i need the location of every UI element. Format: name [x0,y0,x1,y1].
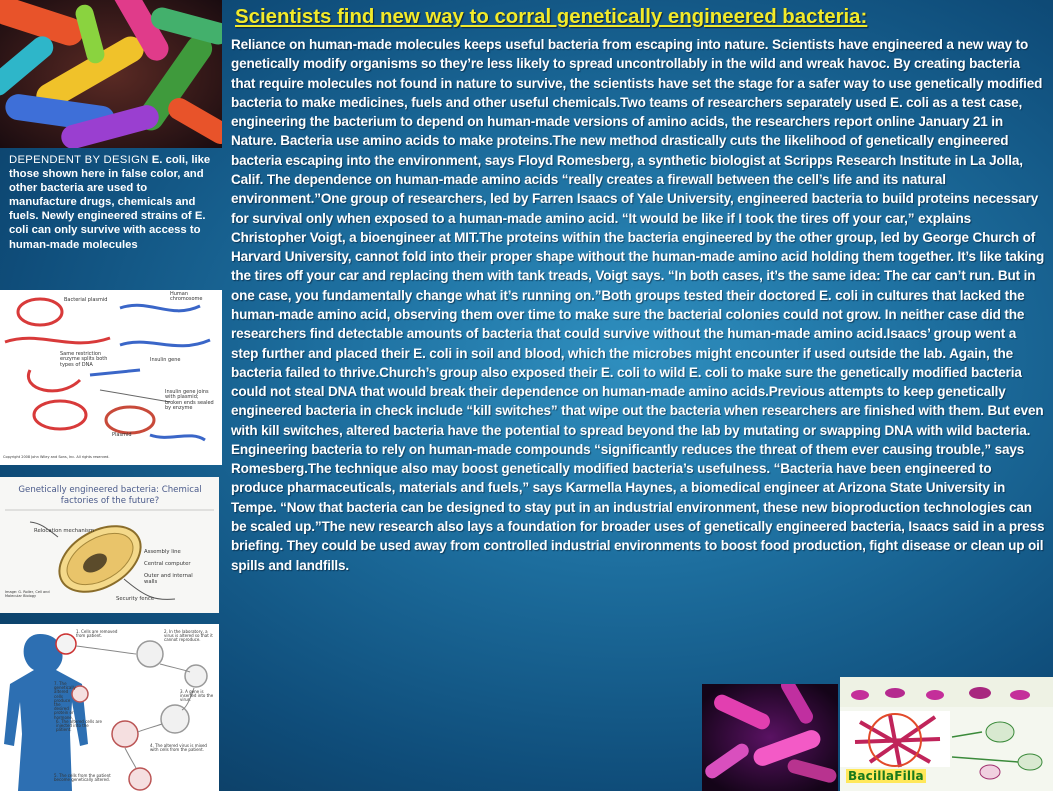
label-human-chromosome: Human chromosome [170,291,203,303]
therapy-step-6: 6. The altered cells are injected into the patient. [56,719,102,733]
article-headline: Scientists find new way to corral genetically engineered bacteria: [235,6,868,28]
therapy-step-1: 1. Cells are removed from patient. [76,629,118,639]
therapy-step-2: 2. In the laboratory, a virus is altered so that it cannot reproduce. [164,629,213,643]
label-security-fence: Security fence [116,596,155,602]
microbe-illustration [702,684,838,791]
caption-heading: DEPENDENT BY DESIGN [9,154,149,166]
plasmid-copyright: Copyright 2008 John Wiley and Sons, Inc. All rights reserved. [3,455,110,459]
therapy-step-3: 3. A gene is inserted into the virus. [180,689,214,703]
bacillafilla-logo: BacillaFilla [848,769,924,783]
label-outer-walls: Outer and internal walls [144,573,193,585]
image-caption [9,153,214,252]
gene-therapy-diagram [0,624,219,791]
factory-credit: Image: G. Roller, Cell and Molecular Biology [5,590,50,598]
label-restriction-enzyme: Same restriction enzyme splits both types of DNA [60,351,108,368]
label-insulin-gene-joins: Insulin gene joins with plasmid; broken ends sealed by enzyme [165,389,214,411]
article-body: Reliance on human-made molecules keeps useful bacteria from escaping into nature. Scientists have engineered a new way to genetically modify organisms so they’re less likely to spread uncontrollably in the wild and wreak havoc. By creating bacteria that require molecules not found in nature to survive, the scientists have set the stage for a safer way to use genetically modified bacteria to make medicines, fuels and other useful chemicals.Two teams of researchers separately used E. coli as a test case, engineering the bacterium to depend on human-made versions of amino acids, the researchers report online January 21 in Nature. Bacteria use amino acids to make proteins.The new method drastically cuts the likelihood of genetically engineered bacteria escaping into the environment, says Floyd Romesberg, a synthetic biologist at Scripps Research Institute in La Jolla, Calif. The dependence on human-made amino acids “really creates a firewall between the cell’s life and its natural environment.”One group of researchers, led by Farren Isaacs of Yale University, engineered bacteria to build proteins necessary for survival only when exposed to a human-made amino acid. “It would be like if I took the tires off your car,” explains Christopher Voigt, a bioengineer at MIT.The proteins within the bacteria engineered by the other group, led by George Church of Harvard University, cannot fold into their proper shape without the human-made amino acid holding them together. It’s like taking the tires off your car and replacing them with tank treads, Voigt says. “In both cases, it’s the same idea: The car can’t run. But in one case, you fundamentally change what it’s running on.”Both groups tested their doctored E. coli in cultures that lacked the human-made amino acid, observing them over time to make sure the bacterial colonies could not grow. In neither case did the researchers find detectable amounts of bacteria that could survive without the human-made amino acid.Isaacs’ group went a step further and placed their E. coli in soil and blood, which the microbes might encounter if used outside the lab. Again, the bacteria failed to thrive.Church’s group also exposed their E. coli to wild E. coli to make sure the genetically modified bacteria could not steal DNA that would break their dependence on human-made amino acids.Previous attempts to keep genetically engineered bacteria in check include “kill switches” that wipe out the bacteria when researchers are finished with them. But even with kill switches, altered bacteria have the potential to spread beyond the lab by mutating or swapping DNA with wild bacteria. Engineering bacteria to rely on human-made compounds “significantly reduces the threat of them ever causing trouble,” says Romesberg.The technique also may boost genetically modified bacteria’s usefulness. “Bacteria have been engineered to produce pharmaceuticals, materials and fuels,” says Karmella Haynes, a biomedical engineer at Arizona State University in Tempe. “Now that bacteria can be designed to stay put in an industrial environment, these new bioproduction technologies can be scaled up.”The new research also lays a foundation for broader uses of genetically engineered bacteria, Isaacs said in a press briefing. They could be used away from controlled industrial environments to boost food production, fight disease or clean up oil spills and landfills. [231,37,1045,573]
label-plasmid: Plasmid [112,432,132,438]
microbe-micrograph [702,684,838,791]
therapy-step-7: 7. The genetically altered cells produce the desired protein or hormone. [54,681,76,720]
therapy-step-4: 4. The altered virus is mixed with cells from the patient. [150,743,207,753]
factory-diagram-title: Genetically engineered bacteria: Chemical factories of the future? [18,485,202,506]
caption-body: E. coli, like those shown here in false color, and other bacteria are used to manufacture drugs, chemicals and fuels. Newly engineered strains of E. coli can only survive with access to human-made molecules [9,154,211,251]
label-relocation: Relocation mechanism [34,528,95,534]
bacillafilla-graphic [840,677,1053,791]
left-column [0,0,222,791]
bacteria-illustration [0,0,222,148]
label-bacterial-plasmid: Bacterial plasmid [64,297,108,303]
chemical-factory-diagram [0,477,219,613]
label-assembly-line: Assembly line [144,549,181,555]
plasmid-insulin-diagram [0,290,222,465]
gene-therapy-drawing [0,624,219,791]
label-insulin-gene: Insulin gene [150,357,181,363]
therapy-step-5: 5. The cells from the patient become genetically altered. [54,773,111,783]
ecoli-false-color-photo [0,0,222,148]
label-central-computer: Central computer [144,561,191,567]
plasmid-drawing [0,290,222,465]
